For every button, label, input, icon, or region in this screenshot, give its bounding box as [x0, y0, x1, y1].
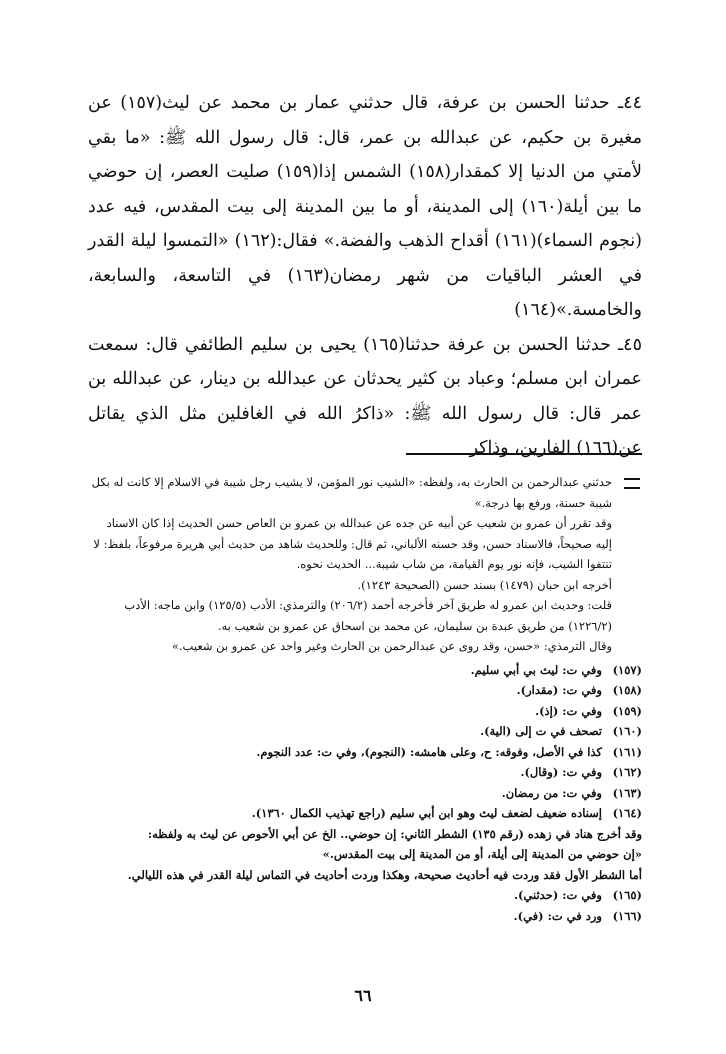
footnote-number: (١٦٣) — [612, 785, 642, 800]
footnote-text: وفي ت: (حدثني). — [513, 888, 602, 902]
footnote-text: وفي ت: (إذ). — [535, 703, 602, 718]
footnote-item — [88, 906, 642, 927]
footnote-item — [88, 762, 642, 783]
footnote-text: وفي ت: ليث بي أبي سليم. — [470, 662, 602, 677]
footnote-number: (١٦١) — [612, 744, 642, 759]
continued-footnote-line: أخرجه ابن حبان (١٤٧٩) بسند حسن (الصحيحة ١٢٤٣). — [357, 577, 612, 592]
footnote-text: إسناده ضعيف لضعف ليث وهو ابن أبي سليم (راجع تهذيب الكمال ١٣٦٠). — [251, 806, 602, 820]
footnote-item — [88, 885, 642, 906]
main-text — [88, 86, 642, 466]
footnote-text: ورد في ت: (في). — [513, 908, 602, 923]
footnote-number: (١٥٩) — [612, 703, 642, 718]
footnote-item — [88, 742, 642, 763]
footnote-item — [88, 721, 642, 742]
continued-footnote-line: وقال الترمذي: «حسن، وقد روى عن عبدالرحمن بن الحارث وغير واحد عن عمرو بن شعيب.» — [171, 639, 612, 653]
footnote-text: وفي ت: (مقدار). — [516, 683, 602, 697]
footnote-text: وفي ت: (وقال). — [520, 765, 602, 779]
footnote-number: (١٦٦) — [612, 908, 642, 923]
footnote-separator — [406, 453, 642, 455]
hadith-45-paragraph: ٤٥ـ حدثنا الحسن بن عرفة حدثنا(١٦٥) يحيى بن سليم الطائفي قال: سمعت عمران ابن مسلم؛ وعباد بن كثير يحدثان عن عبدالله بن دينار، عن عبدالله بن عمر قال: قال رسول الله ﷺ: «ذاكرُ الله في الغافلين مثل الذي يقاتل عن(١٦٦) الفارين، وذاكر — [88, 334, 642, 458]
footnote-item — [88, 701, 642, 722]
footnote-number: (١٦٠) — [612, 724, 642, 738]
footnote-number: (١٦٥) — [612, 888, 642, 902]
footnote-text: وفي ت: من رمضان. — [501, 785, 602, 800]
footnote-continuation: أما الشطر الأول فقد وردت فيه أحاديث صحيحة، وهكذا وردت أحاديث في التماس ليلة القدر في هذه الليالي. — [127, 867, 642, 882]
footnote-number: (١٥٧) — [612, 662, 642, 677]
footnote-number: (١٦٤) — [612, 806, 642, 820]
continued-footnote-line: حدثني عبدالرحمن بن الحارث به، ولفظه: «الشيب نور المؤمن، لا يشيب رجل شيبة في الاسلام إلا كانت له بكل شيبة حسنة، ورفع بها درجة.» — [91, 475, 612, 510]
footnotes-section — [88, 472, 642, 926]
footnote-item — [88, 803, 642, 824]
footnote-text: تصحف في ت إلى (الية). — [480, 724, 602, 738]
continued-footnote-line: وقد تقرر أن عمرو بن شعيب عن أبيه عن جده عن عبدالله بن عمرو بن العاص حسن الحديث إذا كان الاسناد إليه صحيحاً، فالاسناد حسن، وقد حسنه الألباني، ثم قال: وللحديث شاهد من حديث أبي هريرة مرفوعاً، بلفظ: لا تنتفوا الشيب، فإنه نور يوم القيامة، من شاب شيبة... الحديث نحوه. — [93, 516, 612, 571]
footnote-continuation: «إن حوضي من المدينة إلى أيلة، أو من المدينة إلى بيت المقدس.» — [322, 847, 642, 861]
continuation-mark-icon — [624, 478, 640, 489]
footnote-item — [88, 783, 642, 804]
footnote-item — [88, 680, 642, 701]
continued-footnote — [88, 472, 642, 657]
footnote-list — [88, 660, 642, 927]
hadith-44-paragraph: ٤٤ـ حدثنا الحسن بن عرفة، قال حدثني عمار بن محمد عن ليث(١٥٧) عن مغيرة بن حكيم، عن عبدالله بن عمر، قال: قال رسول الله ﷺ: «ما بقي لأمتي من الدنيا إلا كمقدار(١٥٨) الشمس إذا(١٥٩) صليت العصر، إن حوضي ما بين أيلة(١٦٠) إلى المدينة، أو ما بين المدينة إلى بيت المقدس، فيه عدد (نجوم السماء)(١٦١) أقداح الذهب والفضة.» فقال:(١٦٢) «التمسوا ليلة القدر في العشر الباقيات من شهر رمضان(١٦٣) في التاسعة، والسابعة، والخامسة.»(١٦٤) — [88, 93, 643, 320]
footnote-item — [88, 660, 642, 681]
footnote-number: (١٦٢) — [612, 765, 642, 779]
footnote-text: كذا في الأصل، وفوقه: ح، وعلى هامشه: (النجوم)، وفي ت: عدد النجوم. — [256, 744, 602, 759]
footnote-number: (١٥٨) — [612, 683, 642, 697]
page-number: ٦٦ — [354, 986, 372, 1005]
footnote-continuation: وقد أخرج هناد في زهده (رقم ١٣٥) الشطر الثاني: إن حوضي.. الخ عن أبي الأحوص عن ليث به ولفظه: — [147, 826, 642, 841]
continued-footnote-line: قلت: وحديث ابن عمرو له طريق آخر فأخرجه أحمد (٢٠٦/٢) والترمذي: الأدب (١٢٥/٥) وابن ماجه: الأدب (١٢٢٦/٢) من طريق عبدة بن سليمان، عن محمد بن اسحاق عن عمرو بن شعيب به. — [124, 598, 612, 633]
